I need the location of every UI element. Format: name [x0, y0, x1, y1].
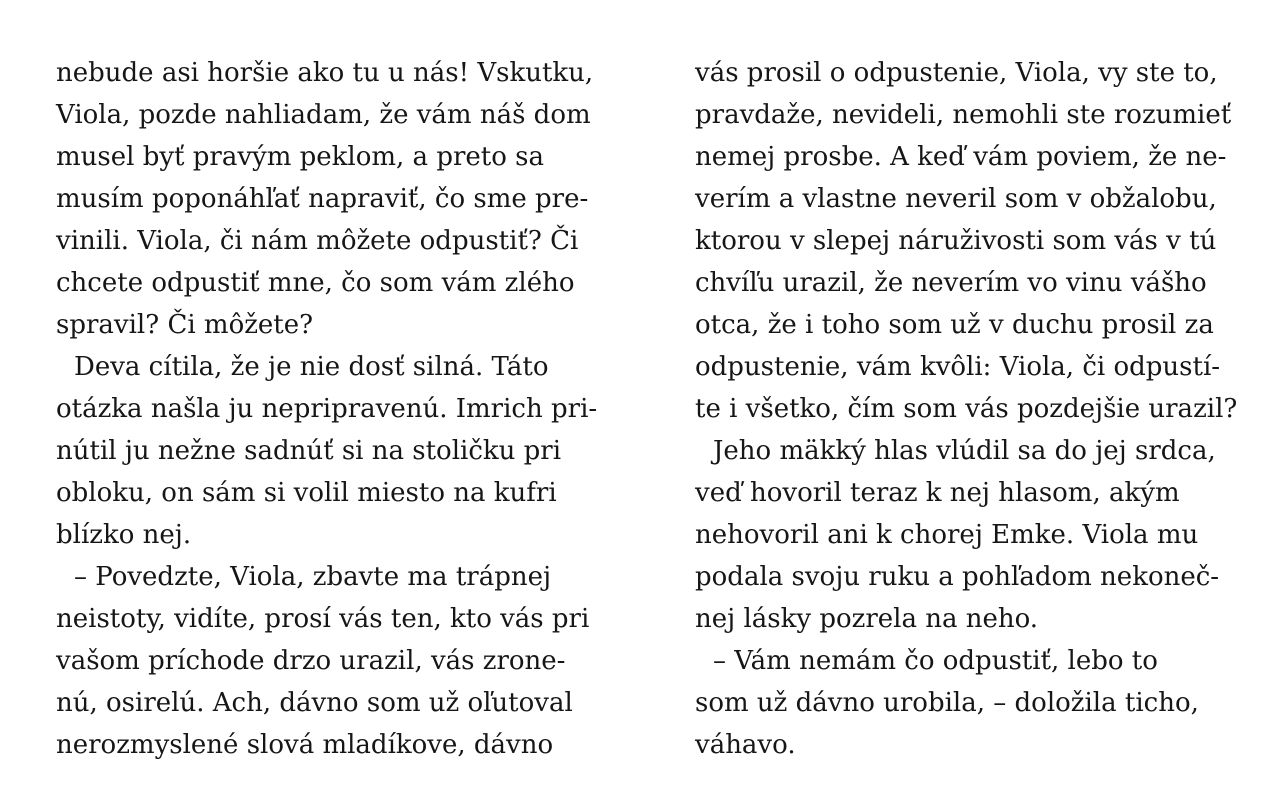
text-line: nehovoril ani k chorej Emke. Viola mu [695, 520, 1199, 550]
text-line: musím poponáhľať napraviť, čo sme pre- [56, 184, 589, 214]
text-line: odpustenie, vám kvôli: Viola, či odpustí- [695, 352, 1221, 382]
text-line: chcete odpustiť mne, čo som vám zlého [56, 268, 575, 298]
text-line: musel byť pravým peklom, a preto sa [56, 142, 544, 172]
paragraph-start-line: Deva cítila, že je nie dosť silná. Táto [74, 352, 549, 382]
text-line: pravdaže, nevideli, nemohli ste rozumieť [695, 100, 1232, 130]
text-line: veď hovoril teraz k nej hlasom, akým [695, 478, 1180, 508]
text-line: som už dávno urobila, – doložila ticho, [695, 688, 1199, 718]
text-line: otca, že i toho som už v duchu prosil za [695, 310, 1214, 340]
left-page [56, 52, 616, 766]
text-line: nej lásky pozrela na neho. [695, 604, 1039, 634]
text-line: vás prosil o odpustenie, Viola, vy ste to, [695, 58, 1218, 88]
text-line: vašom príchode drzo urazil, vás zrone- [56, 646, 566, 676]
text-line: nútil ju nežne sadnúť si na stoličku pri [56, 436, 562, 466]
text-line: chvíľu urazil, že neverím vo vinu vášho [695, 268, 1207, 298]
text-line: nemej prosbe. A keď vám poviem, že ne- [695, 142, 1227, 172]
text-line: nerozmyslené slová mladíkove, dávno [56, 730, 554, 760]
text-line: te i všetko, čím som vás pozdejšie urazil? [695, 394, 1238, 424]
right-page [695, 52, 1255, 766]
paragraph-start-line: – Vám nemám čo odpustiť, lebo to [713, 646, 1158, 676]
text-line: ktorou v slepej náruživosti som vás v tú [695, 226, 1217, 256]
text-line: vinili. Viola, či nám môžete odpustiť? Či [56, 226, 579, 256]
text-line: neistoty, vidíte, prosí vás ten, kto vás pri [56, 604, 590, 634]
text-line: blízko nej. [56, 520, 192, 550]
text-line: otázka našla ju nepripravenú. Imrich pri- [56, 394, 598, 424]
paragraph-start-line: Jeho mäkký hlas vlúdil sa do jej srdca, [713, 436, 1216, 466]
text-line: obloku, on sám si volil miesto na kufri [56, 478, 557, 508]
text-line: verím a vlastne neveril som v obžalobu, [695, 184, 1217, 214]
text-line: váhavo. [695, 730, 796, 760]
text-line: nú, osirelú. Ach, dávno som už oľutoval [56, 688, 573, 718]
paragraph-start-line: – Povedzte, Viola, zbavte ma trápnej [74, 562, 552, 592]
text-line: Viola, pozde nahliadam, že vám náš dom [56, 100, 591, 130]
text-line: spravil? Či môžete? [56, 310, 314, 340]
text-line: podala svoju ruku a pohľadom nekoneč- [695, 562, 1220, 592]
text-line: nebude asi horšie ako tu u nás! Vskutku, [56, 58, 594, 88]
